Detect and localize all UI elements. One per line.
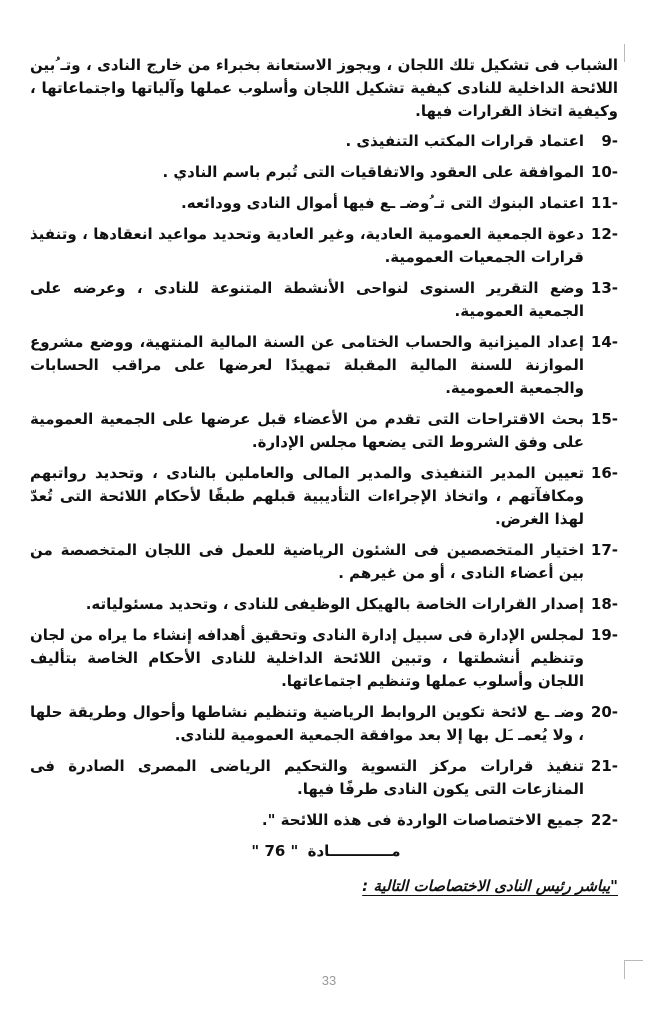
list-item — [30, 624, 618, 693]
item-number: 19- — [590, 626, 618, 644]
item-text: دعوة الجمعية العمومية العادية، وغير العادية وتحديد مواعيد انعقادها ، وتنفيذ قرارات الجمعيات العمومية. — [30, 225, 584, 266]
item-text: اعتماد البنوك التى تـ ُوضـ ـع فيها أموال النادى وودائعه. — [181, 194, 584, 212]
item-number: 14- — [590, 333, 618, 351]
list-item — [30, 701, 618, 747]
item-text: إعداد الميزانية والحساب الختامى عن السنة المالية المنتهية، ووضع مشروع الموازنة للسنة المالية المقبلة تمهيدًا لعرضها على مراقب الحسابات والجمعية العمومية. — [30, 333, 584, 397]
page-number: 33 — [321, 973, 337, 988]
item-text: وضع التقرير السنوى لنواحى الأنشطة المتنوعة للنادى ، وعرضه على الجمعية العمومية. — [30, 279, 584, 320]
list-item — [30, 130, 618, 153]
list-item — [30, 809, 618, 832]
item-text: وضـ ـع لائحة تكوين الروابط الرياضية وتنظيم نشاطها وأحوال وطريقة حلها ، ولا يُعمـ ـَل بها إلا بعد موافقة الجمعية العمومية للنادى. — [30, 703, 584, 744]
item-text: بحث الاقتراحات التى تقدم من الأعضاء قبل عرضها على الجمعية العمومية على وفق الشروط التى يضعها مجلس الإدارة. — [30, 410, 584, 451]
item-text: جميع الاختصاصات الواردة فى هذه اللائحة ". — [261, 811, 584, 829]
list-item — [30, 223, 618, 269]
item-number: 18- — [590, 595, 618, 613]
item-number: 20- — [590, 703, 618, 721]
item-number: 9- — [601, 132, 618, 150]
item-text: لمجلس الإدارة فى سبيل إدارة النادى وتحقيق أهدافه إنشاء ما يراه من لجان وتنظيم أنشطتها ، وتبين اللائحة الداخلية للنادى الأحكام الخاصة بتأليف اللجان وأسلوب عملها وتنظيم اجتماعاتها. — [30, 626, 584, 690]
list-item — [30, 755, 618, 801]
list-item — [30, 192, 618, 215]
item-text: تنفيذ قرارات مركز التسوية والتحكيم الرياضى المصرى الصادرة فى المنازعات التى يكون النادى طرفًا فيها. — [30, 757, 584, 798]
section-heading: "يباشر رئيس النادى الاختصاصات التالية : — [362, 877, 618, 895]
item-number: 12- — [590, 225, 618, 243]
article-number: " 76 " — [251, 842, 299, 860]
document-page — [30, 54, 618, 898]
list-item — [30, 277, 618, 323]
list-item — [30, 593, 618, 616]
item-text: إصدار القرارات الخاصة بالهيكل الوظيفى للنادى ، وتحديد مسئولياته. — [85, 595, 584, 613]
item-number: 13- — [590, 279, 618, 297]
item-text: اعتماد قرارات المكتب التنفيذى . — [345, 132, 584, 150]
item-number: 10- — [590, 163, 618, 181]
list-item — [30, 331, 618, 400]
list-item — [30, 161, 618, 184]
item-text: اختيار المتخصصين فى الشئون الرياضية للعمل فى اللجان المتخصصة من بين أعضاء النادى ، أو من غيرهم . — [30, 541, 584, 582]
item-number: 22- — [590, 811, 618, 829]
item-text: الموافقة على العقود والاتفاقيات التى تُبرم باسم النادي . — [162, 163, 584, 181]
article-title — [30, 840, 618, 863]
items-list — [30, 130, 618, 832]
item-number: 17- — [590, 541, 618, 559]
corner-crop-mark — [624, 44, 641, 62]
item-text: تعيين المدير التنفيذى والمدير المالى والعاملين بالنادى ، وتحديد رواتبهم ومكافآتهم ، واتخاذ الإجراءات التأديبية قبلهم طبقًا لأحكام اللائحة التى تُعدّ لهذا الغرض. — [30, 464, 584, 528]
item-number: 15- — [590, 410, 618, 428]
item-number: 11- — [590, 194, 618, 212]
intro-paragraph: الشباب فى تشكيل تلك اللجان ، ويجوز الاستعانة بخبراء من خارج النادى ، وتـ ُبين اللائحة الداخلية للنادى كيفية تشكيل اللجان وأسلوب عملها وآلياتها واجتماعاتها ، وكيفية اتخاذ القرارات فيها. — [30, 56, 618, 120]
item-number: 16- — [590, 464, 618, 482]
list-item — [30, 408, 618, 454]
item-number: 21- — [590, 757, 618, 775]
list-item — [30, 539, 618, 585]
list-item — [30, 462, 618, 531]
article-word: مــــــــــــادة — [307, 842, 401, 860]
